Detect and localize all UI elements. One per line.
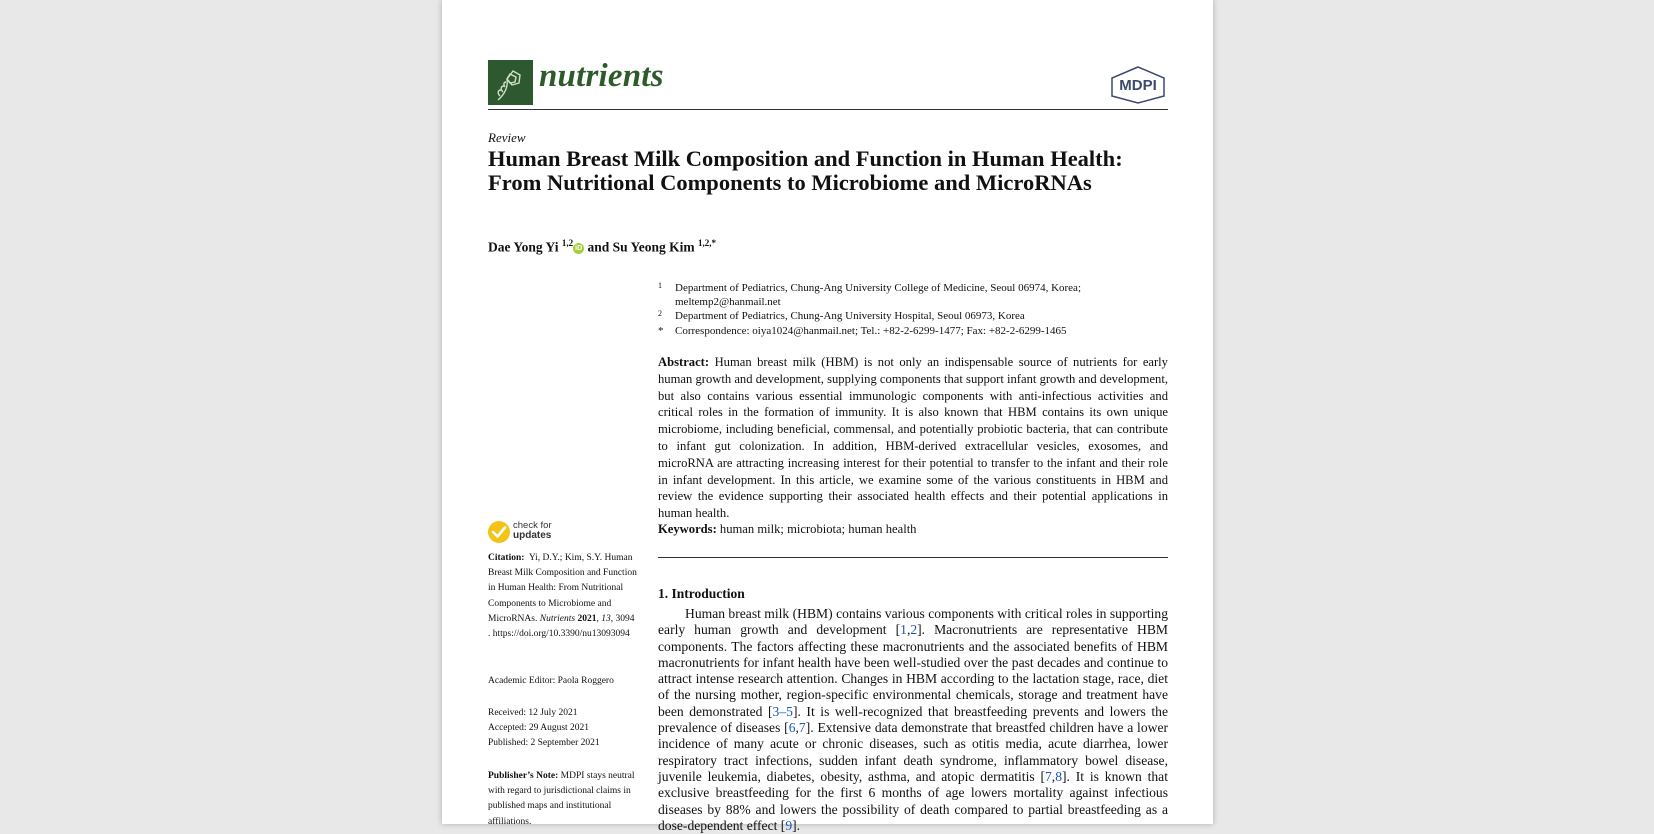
document-page: [442, 0, 1213, 833]
citation-text: Yi, D.Y.; Kim, S.Y. Human Breast Milk Composition and Function in Human Health: From Nutritional Components to Microbiome and MicroRNAs.: [488, 553, 637, 624]
updates-label: updates: [513, 530, 552, 541]
author-affiliation-mark: 1,2: [561, 238, 574, 248]
section-heading: 1. Introduction: [658, 586, 745, 601]
keywords-text: human milk; microbiota; human health: [719, 522, 917, 536]
orcid-icon[interactable]: iD: [575, 244, 583, 252]
author-join: and: [587, 239, 610, 255]
citation-doi[interactable]: , 3094 . https://doi.org/10.3390/nu13093094: [488, 613, 635, 640]
citation-volume: 13: [601, 613, 611, 624]
reference-link[interactable]: 9: [785, 817, 793, 833]
article-title: Human Breast Milk Composition and Function in Human Health: From Nutritional Components to Microbiome and MicroRNAs: [488, 146, 1123, 195]
check-label: check for: [513, 520, 552, 531]
affiliation-mark: 2: [658, 309, 662, 318]
publisher-note-text: MDPI stays neutral with regard to jurisdictional claims in published maps and institutional affiliations.: [488, 771, 635, 827]
author-affiliation-mark: 1,2,*: [698, 238, 717, 248]
affiliation-text: Department of Pediatrics, Chung-Ang University College of Medicine, Seoul 06974, Korea; meltemp2@hanmail.net: [675, 282, 1081, 308]
body-text: ].: [792, 817, 801, 833]
citation-journal: Nutrients: [539, 613, 576, 624]
accepted-date: Accepted: 29 August 2021: [488, 723, 590, 733]
abstract-label: Abstract:: [658, 355, 710, 369]
article-type: Review: [488, 130, 526, 145]
author-name: Su Yeong Kim: [612, 239, 695, 255]
journal-logo-icon: [488, 60, 533, 105]
author-name: Dae Yong Yi: [488, 239, 559, 255]
keywords-label: Keywords:: [658, 522, 717, 536]
body-text: Human breast milk (HBM) contains various components with critical roles in supporting early human growth and development [: [658, 606, 1168, 638]
publisher-note-label: Publisher’s Note:: [488, 771, 559, 781]
publisher-name: MDPI: [1119, 77, 1157, 94]
reference-link[interactable]: 1: [900, 622, 907, 638]
author-list: [488, 238, 716, 256]
academic-editor: Academic Editor: Paola Roggero: [488, 676, 614, 686]
header-divider: [488, 109, 1168, 110]
body-text: ,: [795, 720, 799, 736]
introduction-paragraph: [658, 606, 1168, 834]
citation-label: Citation:: [488, 553, 525, 563]
body-text: ]. It is well-recognized that breastfeeding prevents and lowers the prevalence of diseases [: [658, 703, 1168, 736]
publisher-note: [488, 769, 638, 830]
checkmark-icon: [488, 521, 510, 543]
reference-link[interactable]: 7: [798, 720, 806, 736]
reference-link[interactable]: 3–5: [772, 703, 793, 719]
body-text: ,: [906, 622, 911, 638]
section-divider: [658, 557, 1168, 558]
affiliation-mark: *: [658, 325, 664, 337]
abstract-text: Human breast milk (HBM) is not only an indispensable source of nutrients for early human growth and development, supplying components that support infant growth and development, but also contains various essential immunologic components with anti-infectious activities and critical roles in the formation of immunity. It is also known that HBM contains its own unique microbiome, including beneficial, commensal, and potentially probiotic bacteria, that can contribute to infant gut colonization. In addition, HBM-derived extracellular vesicles, exosomes, and microRNA are attracting increasing interest for their potential to transfer to the infant and their role in infant development. In this article, we examine some of the various constituents in HBM and review the evidence supporting their associated health effects and their potential applications in human health.: [658, 355, 1168, 521]
received-date: Received: 12 July 2021: [488, 708, 578, 718]
affiliation-text: Department of Pediatrics, Chung-Ang University Hospital, Seoul 06973, Korea: [675, 310, 1025, 322]
affiliation-mark: 1: [658, 281, 662, 290]
reference-link[interactable]: 8: [1055, 768, 1062, 784]
reference-link[interactable]: 6: [788, 720, 796, 736]
journal-name: nutrients: [539, 58, 664, 94]
body-text: ]. It is known that exclusive breastfeeding for the first 6 months of age lowers mortality against infectious diseases by 88% and lowers the possibility of death compared to partial breastfeeding as a dose-dependent effect [: [658, 768, 1168, 833]
reference-link[interactable]: 7: [1045, 768, 1052, 784]
keywords: [658, 522, 916, 537]
affiliation-text: Correspondence: oiya1024@hanmail.net; Tel.: +82-2-6299-1477; Fax: +82-2-6299-1465: [675, 325, 1067, 337]
citation-year: 2021: [577, 613, 597, 624]
abstract: [658, 354, 1168, 522]
body-text: ]. Extensive data demonstrate that breastfed children have a lower incidence of many acute or chronic diseases, such as otitis media, acute diarrhea, lower respiratory tract infections, sudden infant death syndrome, inflammatory bowel disease, juvenile leukemia, diabetes, obesity, asthma, and atopic dermatitis [: [658, 720, 1169, 784]
published-date: Published: 2 September 2021: [488, 738, 600, 748]
mdpi-logo-icon: [1110, 66, 1166, 104]
body-text: ,: [1051, 768, 1056, 784]
reference-link[interactable]: 2: [910, 622, 918, 638]
body-text: ]. Macronutrients are representative HBM components. The factors affecting these macronutrients and the associated benefits of HBM macronutrients for infant health have been well-studied over the past decades and continue to attract intense research attention. Changes in HBM according to the lactation stage, race, diet of the nursing mother, region-specific environmental chemicals, storage and treatment have been demonstrated [: [658, 622, 1168, 719]
citation-block: Citation: Yi, D.Y.; Kim, S.Y. Human Breast Milk Composition and Function in Human Health: From Nutritional Components to Microbiome and MicroRNAs. Nutrients 2021, 13, 3094 . https://doi.org/10.3390/nu13093094: [488, 553, 637, 640]
